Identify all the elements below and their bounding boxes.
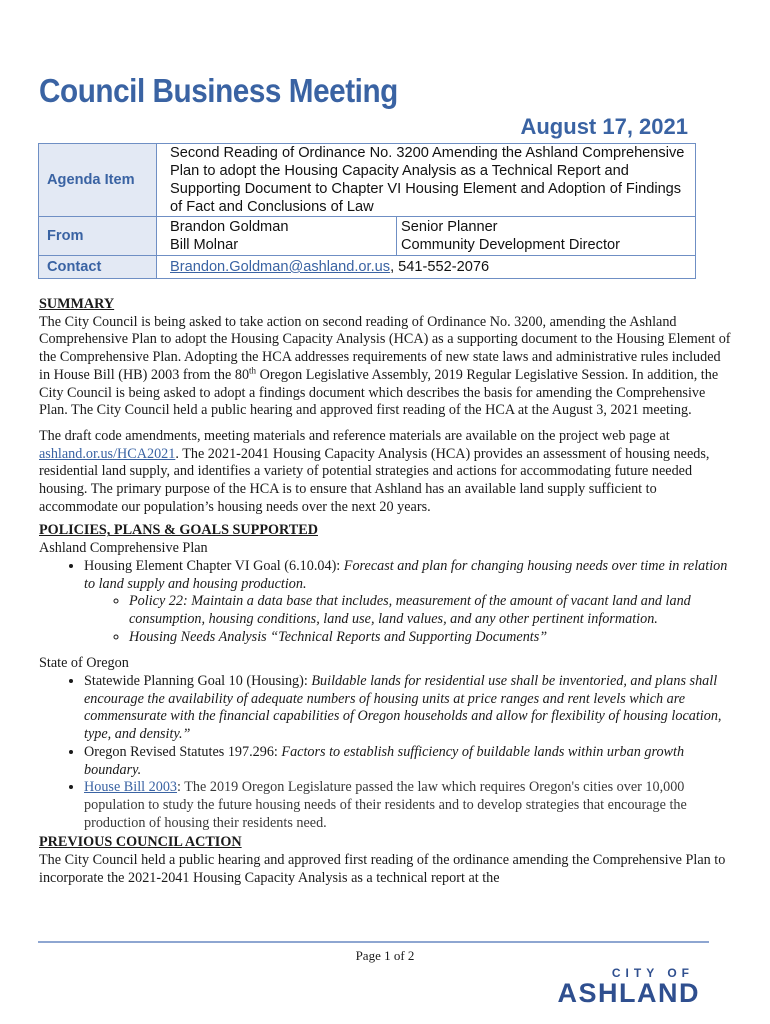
meeting-date: August 17, 2021 [520, 114, 688, 139]
list-item [129, 629, 734, 647]
summary-paragraph-2 [39, 428, 734, 517]
goal10-text: Buildable lands for residential use shall be inventoried, and plans shall encourage the availability of adequate numbers of housing units at price ranges and rent levels which are commensurate with the financial capabilities of Oregon households and allow for flexibility of housing location, type, and density.” [84, 673, 722, 743]
summary-paragraph-1 [39, 314, 734, 420]
house-bill-text: : The 2019 Oregon Legislature passed the law which requires Oregon's cities over 10,000 population to study the future housing needs of their residents and to develop strategies that encourage the production of housing their residents need. [84, 779, 687, 831]
report-body [39, 296, 734, 888]
contact-info [157, 256, 696, 279]
summary-heading: SUMMARY [39, 296, 115, 312]
footer-divider [38, 941, 709, 943]
summary-p1-text-b: Oregon Legislative Assembly, 2019 Regular Legislative Session. In addition, the City Council is being asked to adopt a findings document which describes the basis for amending the Comprehensive Plan. The City Council held a public hearing and approved first reading of the HCA at the August 3, 2021 meeting. [39, 366, 719, 419]
list-item [84, 673, 734, 744]
list-item [84, 558, 734, 647]
project-web-page-link[interactable]: ashland.or.us/HCA2021 [39, 445, 176, 462]
house-bill-link[interactable]: House Bill 2003 [84, 779, 178, 796]
from-label: From [39, 217, 157, 256]
logo-ashland-text: ASHLAND [557, 978, 700, 1008]
page-title: Council Business Meeting [39, 72, 398, 109]
from-row [39, 217, 696, 256]
list-item [84, 779, 734, 832]
summary-p2-text-b: . The 2021-2041 Housing Capacity Analysis (HCA) provides an assessment of housing needs, residential land supply, and identifies a variety of potential strategies and actions for accommodating future needed housing. The primary purpose of the HCA is to ensure that Ashland has an available land supply sufficient to accommodate our population’s housing needs over the next 20 years. [39, 445, 710, 515]
meeting-info-table [38, 143, 696, 279]
from-names [157, 217, 397, 256]
ors-label: Oregon Revised Statutes 197.296: [84, 743, 282, 760]
list-item [84, 744, 734, 779]
logo-city-of-text: CITY OF [611, 966, 694, 980]
previous-action-text: The City Council held a public hearing and approved first reading of the ordinance amending the Comprehensive Plan to incorporate the 2021-2041 Housing Capacity Analysis as a technical report at the [39, 852, 726, 886]
summary-p2-text-a: The draft code amendments, meeting materials and reference materials are available on the project web page at [39, 427, 670, 444]
agenda-row [39, 144, 696, 217]
city-of-ashland-logo [538, 966, 700, 1010]
from-name-2: Bill Molnar [170, 237, 239, 253]
from-name-1: Brandon Goldman [170, 219, 289, 235]
summary-p1-text-a: The City Council is being asked to take action on second reading of Ordinance No. 3200, amending the Ashland Comprehensive Plan to adopt the Housing Capacity Analysis (HCA) as a supporting document to the Housing Element of the Comprehensive Plan. Adopting the HCA addresses requirements of new state laws and administrative rules included in House Bill (HB) 2003 from the 80 [39, 313, 731, 383]
previous-action-heading: PREVIOUS COUNCIL ACTION [39, 834, 242, 851]
contact-row [39, 256, 696, 279]
agenda-item-label: Agenda Item [39, 144, 157, 217]
from-titles [397, 217, 696, 256]
agenda-item-text: Second Reading of Ordinance No. 3200 Amending the Ashland Comprehensive Plan to adopt the Housing Capacity Analysis as a Technical Report and Supporting Document to Chapter VI Housing Element and Adoption of Findings of Fact and Conclusions of Law [157, 144, 696, 217]
ashland-plan-label: Ashland Comprehensive Plan [39, 540, 208, 557]
hna-text: Housing Needs Analysis “Technical Reports and Supporting Documents” [129, 628, 548, 645]
state-list [39, 673, 734, 832]
goal10-label: Statewide Planning Goal 10 (Housing): [84, 673, 312, 690]
contact-label: Contact [39, 256, 157, 279]
contact-email-link[interactable]: Brandon.Goldman@ashland.or.us [170, 259, 391, 275]
page-number: Page 1 of 2 [355, 948, 415, 963]
from-title-1: Senior Planner [401, 219, 498, 235]
housing-goal-label: Housing Element Chapter VI Goal (6.10.04): [84, 557, 344, 574]
policies-heading: POLICIES, PLANS & GOALS SUPPORTED [39, 522, 318, 539]
summary-p1-sup: th [249, 365, 257, 376]
list-item [129, 593, 734, 628]
ashland-plan-list [39, 558, 734, 647]
from-title-2: Community Development Director [401, 237, 620, 253]
state-label: State of Oregon [39, 655, 129, 672]
ors-text: Factors to establish sufficiency of buildable lands within urban growth boundary. [84, 743, 685, 778]
policy-22-text: Policy 22: Maintain a data base that includes, measurement of the amount of vacant land and land consumption, housing conditions, land use, land values, and any other pertinent information. [129, 593, 691, 627]
housing-goal-text: Forecast and plan for changing housing needs over time in relation to land supply and housing production. [84, 557, 728, 592]
contact-phone: , 541-552-2076 [390, 259, 490, 275]
housing-goal-sublist [84, 593, 734, 646]
